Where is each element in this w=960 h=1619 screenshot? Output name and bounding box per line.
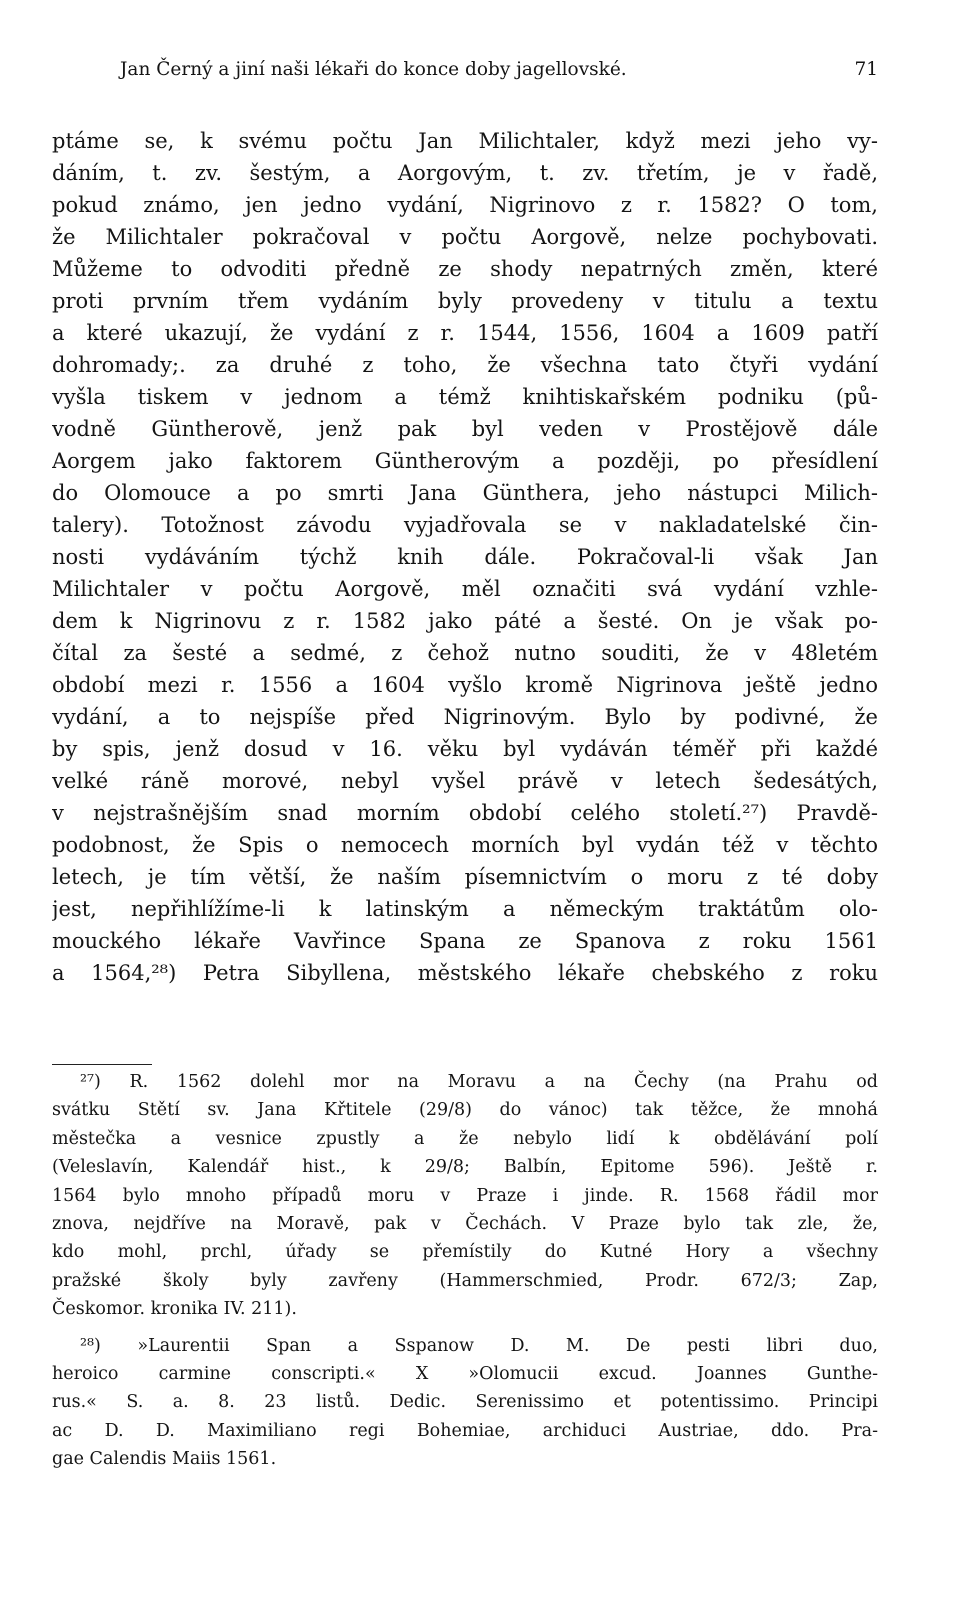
footnote-gap xyxy=(52,1324,878,1332)
footnote-line: ²⁸) »Laurentii Span a Sspanow D. M. De pesti libri duo, xyxy=(80,1335,878,1356)
footnote-line: ²⁷) R. 1562 dolehl mor na Moravu a na Čechy (na Prahu od xyxy=(80,1072,878,1092)
body-line: období mezi r. 1556 a 1604 vyšlo kromě Nigrinova ještě jedno xyxy=(52,673,878,697)
body-line: vyšla tiskem v jednom a témž knihtiskařském podniku (pů- xyxy=(52,385,878,409)
body-line: nosti vydáváním týchž knih dále. Pokračoval-li však Jan xyxy=(52,545,878,569)
body-line: že Milichtaler pokračoval v počtu Aorgově, nelze pochybovati. xyxy=(52,225,878,249)
body-line: velké ráně morové, nebyl vyšel právě v letech šedesátých, xyxy=(52,769,878,793)
footnote-line: městečka a vesnice zpustly a že nebylo lidí k obdělávání polí xyxy=(52,1128,878,1149)
footnote-line: pražské školy byly zavřeny (Hammerschmied, Prodr. 672/3; Zap, xyxy=(52,1270,878,1291)
body-line: dem k Nigrinovu z r. 1582 jako páté a šesté. On je však po- xyxy=(52,609,878,633)
body-line: čítal za šesté a sedmé, z čehož nutno souditi, že v 48letém xyxy=(52,641,878,665)
footnote-line: kdo mohl, prchl, úřady se přemístily do Kutné Hory a všechny xyxy=(52,1242,878,1263)
body-line: podobnost, že Spis o nemocech morních byl vydán též v těchto xyxy=(52,833,878,857)
footnote-line: ac D. D. Maximiliano regi Bohemiae, archiduci Austriae, ddo. Pra- xyxy=(52,1420,878,1441)
footnote-line: 1564 bylo mnoho případů moru v Praze i jinde. R. 1568 řádil mor xyxy=(52,1185,878,1206)
body-line: a 1564,²⁸) Petra Sibyllena, městského lékaře chebského z roku xyxy=(52,961,878,985)
body-line: dohromady;. za druhé z toho, že všechna tato čtyři vydání xyxy=(52,353,878,377)
body-line: jest, nepřihlížíme-li k latinským a německým traktátům olo- xyxy=(52,897,878,921)
footnote-line: Českomor. kronika IV. 211). xyxy=(52,1299,297,1320)
footnote-divider xyxy=(52,1064,152,1065)
footnotes xyxy=(52,1068,878,1473)
body-line: Můžeme to odvoditi předně ze shody nepatrných změn, které xyxy=(52,257,878,281)
body-line: v nejstrašnějším snad morním období celého století.²⁷) Pravdě- xyxy=(52,801,878,825)
footnote-28 xyxy=(52,1332,878,1474)
body-line: letech, je tím větší, že naším písemnictvím o moru z té doby xyxy=(52,865,878,889)
page-number: 71 xyxy=(854,59,878,80)
body-line: pokud známo, jen jedno vydání, Nigrinovo z r. 1582? O tom, xyxy=(52,193,878,217)
running-header xyxy=(52,58,878,82)
footnote-line: znova, nejdříve na Moravě, pak v Čechách. V Praze bylo tak zle, že, xyxy=(52,1213,878,1234)
body-line: proti prvním třem vydáním byly provedeny v titulu a textu xyxy=(52,289,878,313)
footnote-line: heroico carmine conscripti.« X »Olomucii excud. Joannes Gunthe- xyxy=(52,1363,878,1384)
footnote-line: rus.« S. a. 8. 23 listů. Dedic. Serenissimo et potentissimo. Principi xyxy=(52,1392,878,1413)
body-line: vodně Güntherově, jenž pak byl veden v Prostějově dále xyxy=(52,417,878,441)
footnote-27 xyxy=(52,1068,878,1324)
running-title: Jan Černý a jiní naši lékaři do konce doby jagellovské. xyxy=(120,59,627,80)
body-line: mouckého lékaře Vavřince Spana ze Spanova z roku 1561 xyxy=(52,929,878,953)
body-line: dáním, t. zv. šestým, a Aorgovým, t. zv. třetím, je v řadě, xyxy=(52,161,878,185)
body-text xyxy=(52,125,878,989)
footnote-line: (Veleslavín, Kalendář hist., k 29/8; Balbín, Epitome 596). Ještě r. xyxy=(52,1157,878,1178)
body-line: vydání, a to nejspíše před Nigrinovým. Bylo by podivné, že xyxy=(52,705,878,729)
body-line: a které ukazují, že vydání z r. 1544, 1556, 1604 a 1609 patří xyxy=(52,321,878,345)
footnote-line: gae Calendis Maiis 1561. xyxy=(52,1449,277,1470)
body-line: ptáme se, k svému počtu Jan Milichtaler, když mezi jeho vy- xyxy=(52,129,878,153)
body-line: do Olomouce a po smrti Jana Günthera, jeho nástupci Milich- xyxy=(52,481,878,505)
body-line: talery). Totožnost závodu vyjadřovala se v nakladatelské čin- xyxy=(52,513,878,537)
body-line: Milichtaler v počtu Aorgově, měl označiti svá vydání vzhle- xyxy=(52,577,878,601)
body-line: by spis, jenž dosud v 16. věku byl vydáván téměř při každé xyxy=(52,737,878,761)
body-line: Aorgem jako faktorem Güntherovým a později, po přesídlení xyxy=(52,449,878,473)
footnote-line: svátku Stětí sv. Jana Křtitele (29/8) do vánoc) tak těžce, že mnohá xyxy=(52,1100,878,1121)
